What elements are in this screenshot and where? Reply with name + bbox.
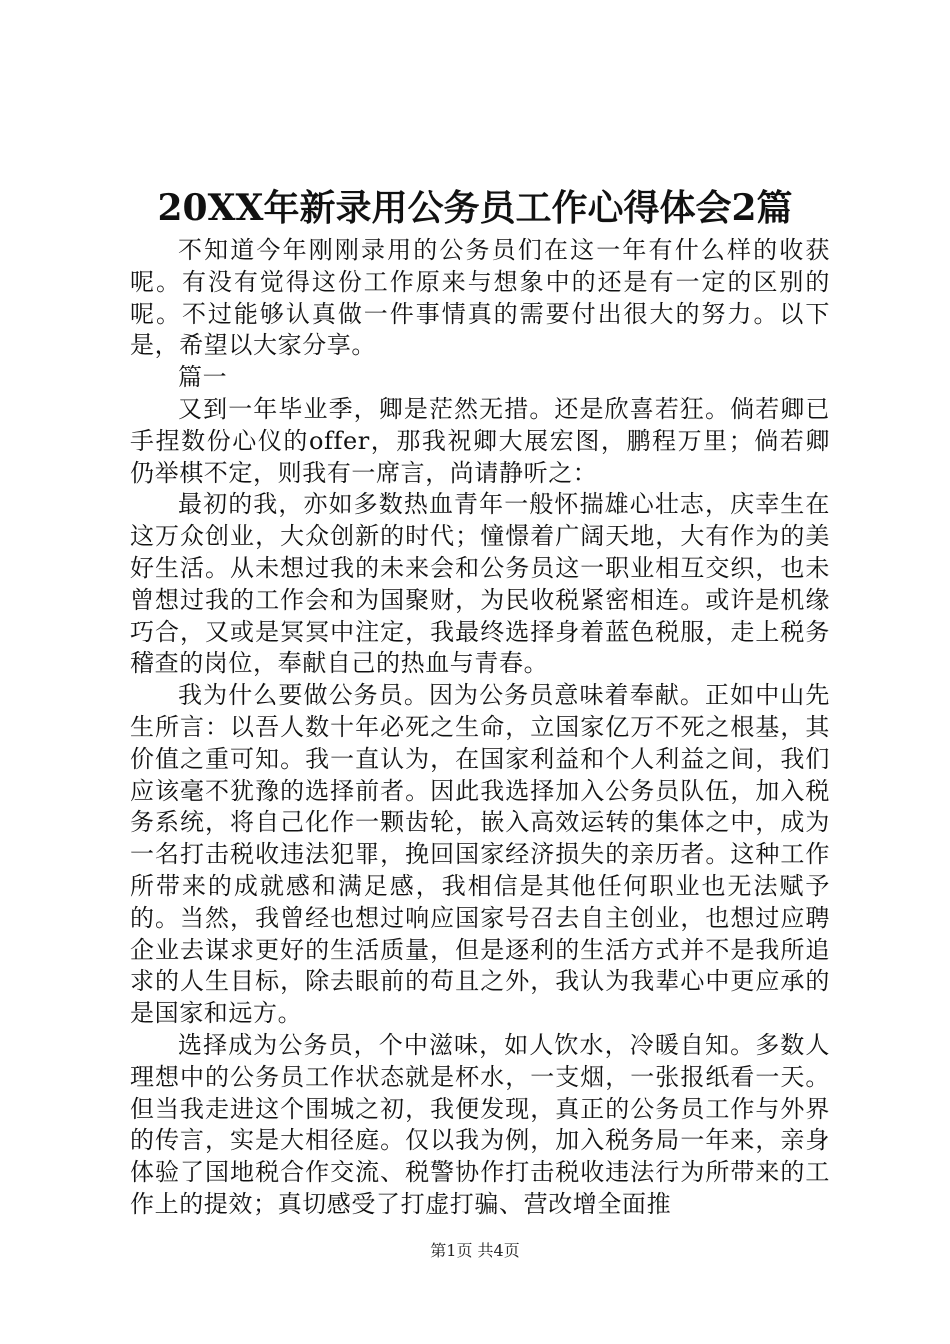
- body-paragraph: 又到一年毕业季，卿是茫然无措。还是欣喜若狂。倘若卿已手捏数份心仪的offer，那我祝卿大展宏图，鹏程万里；倘若卿仍举棋不定，则我有一席言，尚请静听之：: [130, 394, 830, 487]
- body-paragraph: 我为什么要做公务员。因为公务员意味着奉献。正如中山先生所言：以吾人数十年必死之生命，立国家亿万不死之根基，其价值之重可知。我一直认为，在国家利益和个人利益之间，我们应该毫不犹豫的选择前者。因此我选择加入公务员队伍，加入税务系统，将自己化作一颗齿轮，嵌入高效运转的集体之中，成为一名打击税收违法犯罪，挽回国家经济损失的亲历者。这种工作所带来的成就感和满足感，我相信是其他任何职业也无法赋予的。当然，我曾经也想过响应国家号召去自主创业，也想过应聘企业去谋求更好的生活质量，但是逐利的生活方式并不是我所追求的人生目标，除去眼前的苟且之外，我认为我辈心中更应承的是国家和远方。: [130, 681, 830, 1028]
- body-paragraph: 最初的我，亦如多数热血青年一般怀揣雄心壮志，庆幸生在这万众创业，大众创新的时代；憧憬着广阔天地，大有作为的美好生活。从未想过我的未来会和公务员这一职业相互交织，也未曾想过我的工作会和为国聚财，为民收税紧密相连。或许是机缘巧合，又或是冥冥中注定，我最终选择身着蓝色税服，走上税务稽查的岗位，奉献自己的热血与青春。: [130, 490, 830, 678]
- intro-paragraph: 不知道今年刚刚录用的公务员们在这一年有什么样的收获呢。有没有觉得这份工作原来与想象中的还是有一定的区别的呢。不过能够认真做一件事情真的需要付出很大的努力。以下是，希望以大家分享。: [130, 236, 830, 360]
- document-body: [130, 235, 830, 1221]
- document-title: 20XX年新录用公务员工作心得体会2篇: [157, 187, 793, 229]
- body-paragraph: 选择成为公务员，个中滋味，如人饮水，冷暖自知。多数人理想中的公务员工作状态就是杯水，一支烟，一张报纸看一天。但当我走进这个围城之初，我便发现，真正的公务员工作与外界的传言，实是大相径庭。仅以我为例，加入税务局一年来，亲身体验了国地税合作交流、税警协作打击税收违法行为所带来的工作上的提效；真切感受了打虚打骗、营改增全面推: [130, 1030, 830, 1218]
- section-heading: 篇一: [178, 363, 228, 392]
- page-footer: 第1页 共4页: [430, 1241, 520, 1260]
